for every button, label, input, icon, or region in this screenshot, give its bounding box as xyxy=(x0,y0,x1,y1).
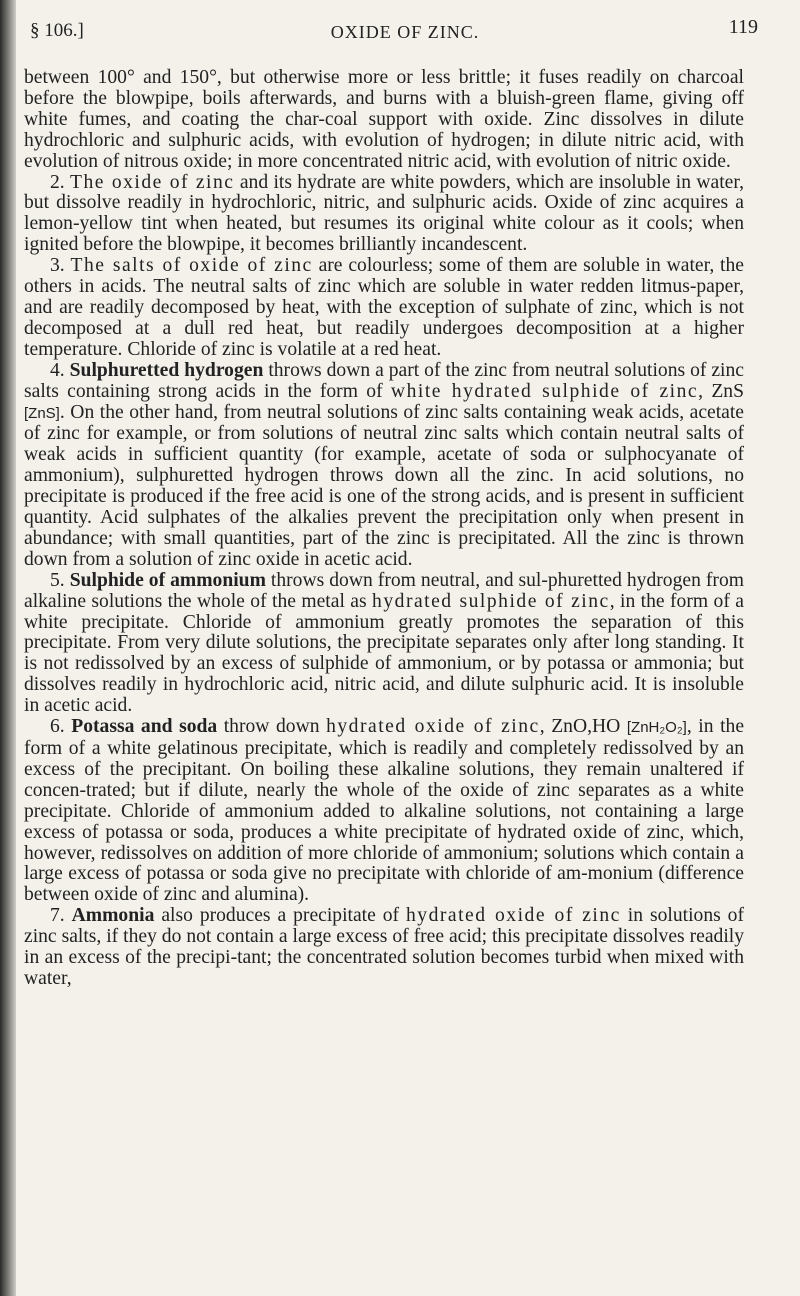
running-header xyxy=(24,14,786,48)
paragraph-5-number: 5. xyxy=(50,569,70,591)
paragraph-5-compound: hydrated sulphide of zinc xyxy=(372,590,610,612)
paragraph-6-text-b: , ZnO,HO xyxy=(539,716,627,738)
paragraph-2-heading: The oxide of zinc xyxy=(70,171,235,193)
paragraph-6-heading: Potassa and soda xyxy=(71,716,218,738)
paragraph-7-number: 7. xyxy=(50,905,72,927)
paragraph-4-text-b: , ZnS xyxy=(698,380,745,402)
paragraph-4-heading: Sulphuretted hydrogen xyxy=(69,359,264,381)
paragraph-7-text-b: in solutions of zinc salts, if they do not contain a large excess of free acid; this precipitate dissolves readily in an excess of the precipi-tant; the concentrated solution becomes turbid when mixed with water, xyxy=(24,905,745,989)
paragraph-5-heading: Sulphide of ammonium xyxy=(69,569,266,591)
paragraph-6-text-c: , in the form of a white gelatinous precipitate, which is readily and completely redissolved by an excess of the precipitant. On boiling these alkaline solutions, they remain unaltered if concen-trated; but if dilute, nearly the whole of the oxide of zinc separates as a white precipitate. Chloride of ammonium added to alkaline solutions, not containing a large excess of potassa or soda, produces a white precipitate of hydrated oxide of zinc, which, however, redissolves on addition of more chloride of ammonium; solutions which contain a large excess of potassa or soda give no precipitate with chloride of am-monium (difference between oxide of zinc and alumina). xyxy=(24,716,745,906)
running-title: OXIDE OF ZINC. xyxy=(330,22,480,42)
paragraph-4-formula: [ZnS] xyxy=(24,404,60,422)
paragraph-2 xyxy=(24,173,744,257)
paragraph-6 xyxy=(24,717,744,906)
paragraph-1: between 100° and 150°, but otherwise more or less brittle; it fuses readily on charcoal before the blowpipe, boils afterwards, and burns with a bluish-green flame, giving off white fumes, and coating the char-coal support with oxide. Zinc dissolves in dilute hydrochloric and sulphuric acids, with evolution of hydrogen; in dilute nitric acid, with evolution of nitrous oxide; in more concentrated nitric acid, with evolution of nitric oxide. xyxy=(24,67,744,172)
paragraph-7 xyxy=(24,906,744,990)
paragraph-3-heading: The salts of oxide of zinc xyxy=(70,255,313,277)
paragraph-3-text: are colourless; some of them are soluble in water, the others in acids. The neutral salts of zinc which are soluble in water redden litmus-paper, and are readily decomposed by heat, with the exception of sulphate of zinc, which is not decomposed at a dull red heat, but readily undergoes decomposition at a higher temperature. Chloride of zinc is volatile at a red heat. xyxy=(24,255,744,360)
paragraph-2-number: 2. xyxy=(50,171,71,193)
paragraph-4-text-c: . On the other hand, from neutral solutions of zinc salts containing weak acids, acetate of zinc for example, or from solutions of neutral zinc salts which contain neutral salts of weak acids in sufficient quantity (for example, acetate of soda or sulphocyanate of ammonium), sulphuretted hydrogen throws down all the zinc. In acid solutions, no precipitate is produced if the free acid is one of the strong acids, and is present in sufficient quantity. Acid sulphates of the alkalies prevent the precipitation only when present in abundance; with small quantities, part of the zinc is precipitated. All the zinc is thrown down from a solution of zinc oxide in acetic acid. xyxy=(24,401,744,570)
book-page xyxy=(24,0,786,1296)
paragraph-4 xyxy=(24,361,744,571)
paragraph-6-formula: [ZnH₂O₂] xyxy=(626,719,687,737)
paragraph-7-text-a: also produces a precipitate of xyxy=(154,905,406,927)
paragraph-7-heading: Ammonia xyxy=(71,905,155,927)
paragraph-4-number: 4. xyxy=(50,359,70,381)
paragraph-6-text-a: throw down xyxy=(217,716,327,738)
page-number: 119 xyxy=(728,16,758,38)
paragraph-4-text-a: throws down a part of the zinc from neutral solutions of zinc salts containing strong acids in the form of xyxy=(24,359,744,402)
paragraph-5-text-a: throws down from neutral, and sul-phuretted hydrogen from alkaline solutions the whole of the metal as xyxy=(24,569,744,612)
paragraph-6-compound: hydrated oxide of zinc xyxy=(326,716,540,738)
paragraph-4-compound: white hydrated sulphide of zinc xyxy=(390,380,699,402)
paragraph-5 xyxy=(24,571,744,717)
paragraph-6-number: 6. xyxy=(50,716,72,738)
paragraph-3-number: 3. xyxy=(50,255,71,277)
paragraph-5-text-b: , in the form of a white precipitate. Chloride of ammonium greatly promotes the separation of this precipitate. From very dilute solutions, the precipitate separates only after long standing. It is not redissolved by an excess of sulphide of ammonium, or by potassa or ammonia; but dissolves readily in hydrochloric acid, nitric acid, and dilute sulphuric acid. It is insoluble in acetic acid. xyxy=(24,590,744,717)
book-binding-shadow xyxy=(0,0,16,1296)
paragraph-2-text: and its hydrate are white powders, which are insoluble in water, but dissolve readily in hydrochloric, nitric, and sulphuric acids. Oxide of zinc acquires a lemon-yellow tint when heated, but resumes its original white colour as it cools; when ignited before the blowpipe, it becomes brilliantly incandescent. xyxy=(24,171,744,256)
section-reference: § 106.] xyxy=(30,20,84,41)
paragraph-3 xyxy=(24,256,744,361)
paragraph-7-compound: hydrated oxide of zinc xyxy=(406,905,621,927)
page-body xyxy=(24,68,744,990)
